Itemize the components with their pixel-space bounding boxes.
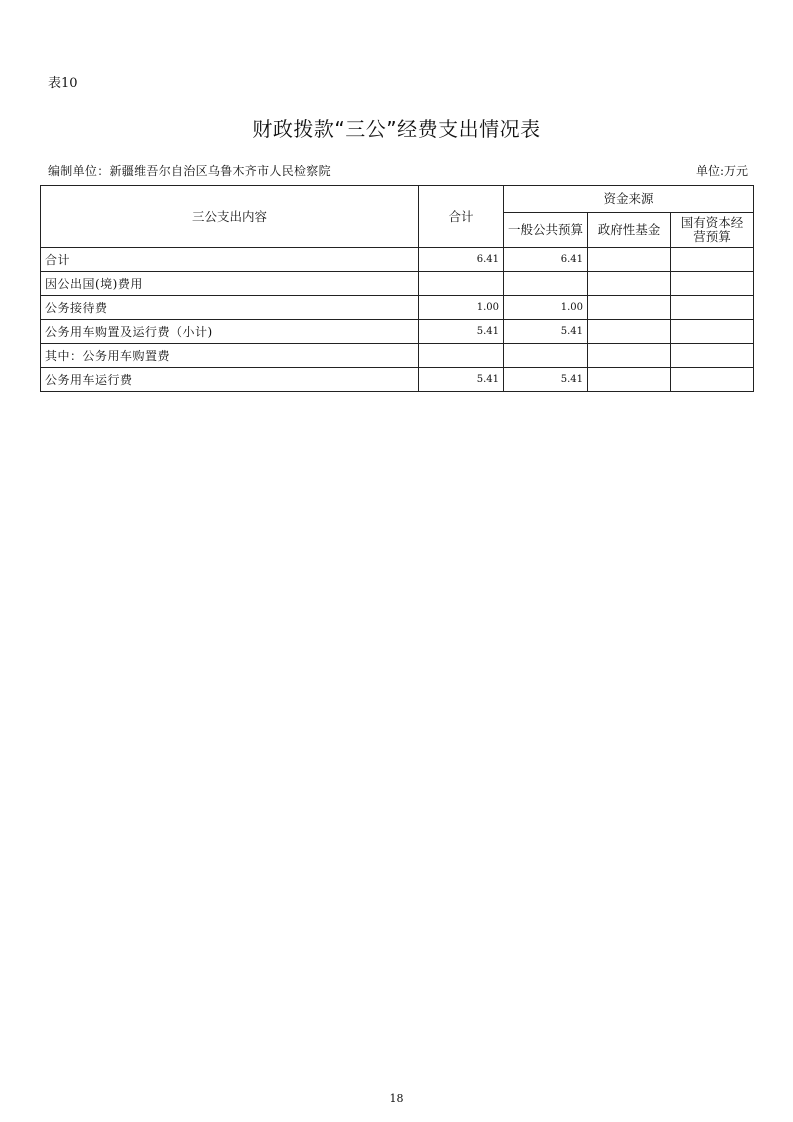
header-fund-source: 资金来源 (504, 186, 754, 213)
header-gov-fund: 政府性基金 (588, 213, 671, 248)
row-label: 合计 (41, 248, 419, 272)
row-general-budget: 5.41 (504, 368, 588, 392)
page-number: 18 (389, 1092, 404, 1105)
row-gov-fund (588, 368, 671, 392)
row-total: 1.00 (419, 296, 504, 320)
row-total: 5.41 (419, 368, 504, 392)
row-total (419, 272, 504, 296)
table-row (41, 344, 754, 368)
row-general-budget (504, 344, 588, 368)
table-row (41, 368, 754, 392)
row-label: 因公出国(境)费用 (41, 272, 419, 296)
header-total: 合计 (419, 186, 504, 248)
compiling-unit: 编制单位：新疆维吾尔自治区乌鲁木齐市人民检察院 (48, 164, 331, 178)
header-content: 三公支出内容 (41, 186, 419, 248)
unit-of-measure: 单位:万元 (695, 164, 748, 178)
row-total (419, 344, 504, 368)
row-total: 5.41 (419, 320, 504, 344)
table-row (41, 248, 754, 272)
row-total: 6.41 (419, 248, 504, 272)
expense-table (40, 185, 754, 392)
row-general-budget (504, 272, 588, 296)
row-gov-fund (588, 344, 671, 368)
table-row (41, 296, 754, 320)
row-general-budget: 6.41 (504, 248, 588, 272)
row-label: 公务接待费 (41, 296, 419, 320)
header-general-budget: 一般公共预算 (504, 213, 588, 248)
row-gov-fund (588, 320, 671, 344)
row-label: 其中：公务用车购置费 (41, 344, 419, 368)
table-row (41, 320, 754, 344)
row-gov-fund (588, 296, 671, 320)
row-state-capital (671, 368, 754, 392)
row-general-budget: 1.00 (504, 296, 588, 320)
row-state-capital (671, 320, 754, 344)
row-state-capital (671, 344, 754, 368)
row-label: 公务用车购置及运行费（小计) (41, 320, 419, 344)
row-label: 公务用车运行费 (41, 368, 419, 392)
row-state-capital (671, 296, 754, 320)
table-number: 表10 (48, 76, 78, 91)
row-state-capital (671, 272, 754, 296)
header-state-capital: 国有资本经营预算 (671, 213, 754, 248)
row-state-capital (671, 248, 754, 272)
row-gov-fund (588, 272, 671, 296)
row-gov-fund (588, 248, 671, 272)
page-title: 财政拨款“三公”经费支出情况表 (252, 117, 541, 141)
table-row (41, 272, 754, 296)
row-general-budget: 5.41 (504, 320, 588, 344)
